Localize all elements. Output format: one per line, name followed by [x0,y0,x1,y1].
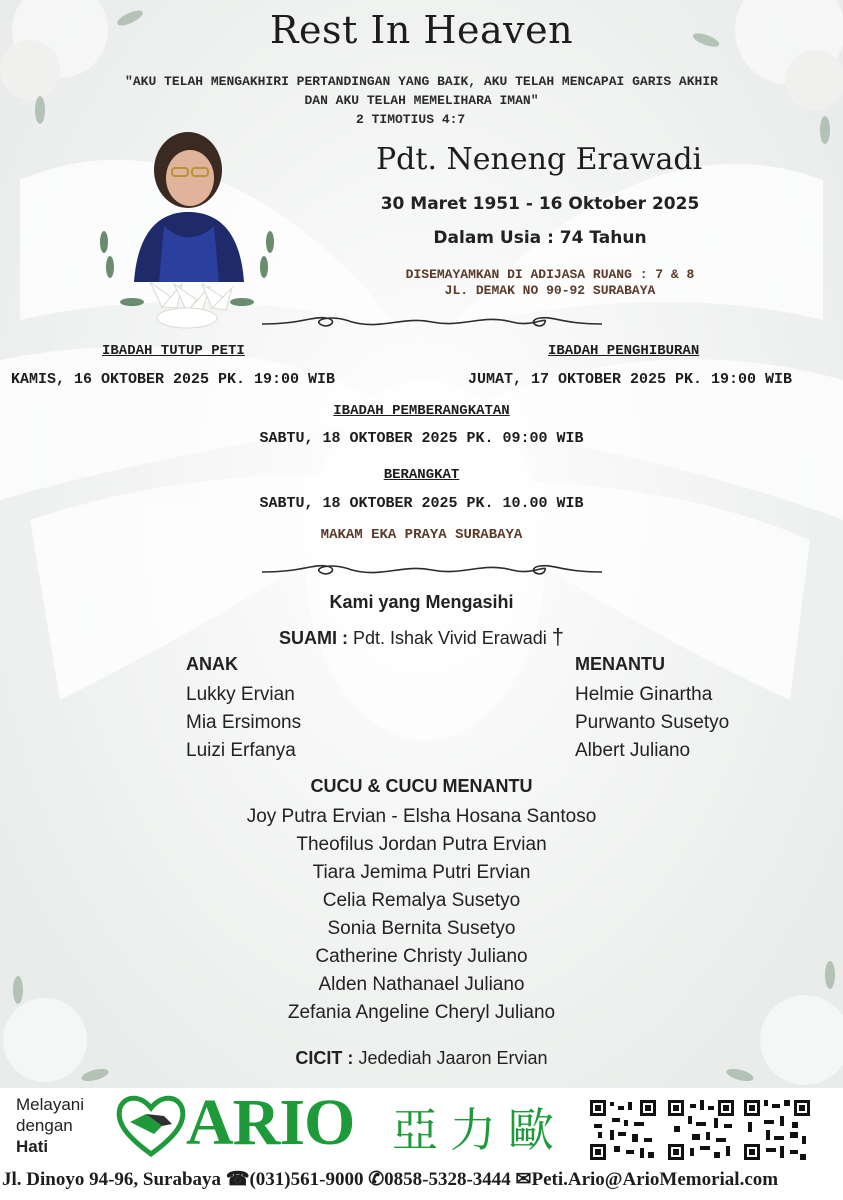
service-time-penghiburan: JUMAT, 17 OKTOBER 2025 PK. 19:00 WIB [468,371,793,388]
whatsapp-icon: ✆ [368,1169,385,1190]
great-grandchild-name: Jedediah Jaaron Ervian [358,1048,548,1068]
verse-line-1: "AKU TELAH MENGAKHIRI PERTANDINGAN YANG BAIK, AKU TELAH MENCAPAI GARIS AKHIR [125,74,718,89]
footer-phone[interactable]: (031)561-9000 [249,1169,364,1190]
list-item: Mia Ersimons [186,712,302,733]
list-item: Joy Putra Ervian - Elsha Hosana Santoso [246,806,597,827]
service-time-pemberangkatan: SABTU, 18 OKTOBER 2025 PK. 09:00 WIB [259,430,584,447]
list-item: Theofilus Jordan Putra Ervian [296,834,547,855]
in-laws-list [575,681,729,765]
in-laws-label: MENANTU [575,654,665,674]
list-item: Alden Nathanael Juliano [318,974,525,995]
ornament-divider-bottom [262,558,602,582]
brand-logo-chinese: 亞力歐 [392,1103,566,1157]
page-title: Rest In Heaven [269,8,574,52]
footer-address: Jl. Dinoyo 94-96, Surabaya [2,1169,222,1190]
footer-email[interactable]: Peti.Ario@ArioMemorial.com [531,1169,779,1190]
lily-wreath [92,212,282,334]
children-label: ANAK [186,654,238,674]
qr-code-1[interactable] [588,1098,658,1162]
grandchildren-label: CUCU & CUCU MENANTU [310,776,533,796]
service-title-penghiburan: IBADAH PENGHIBURAN [548,343,700,359]
service-time-tutup-peti: KAMIS, 16 OKTOBER 2025 PK. 19:00 WIB [11,371,336,388]
handshake-heart-icon [116,1092,186,1158]
ornament-divider-top [262,310,602,334]
service-title-pemberangkatan: IBADAH PEMBERANGKATAN [333,403,510,419]
tagline-line-1: Melayani [16,1095,85,1114]
great-grandchild-line [0,1048,843,1069]
list-item: Purwanto Susetyo [575,712,730,733]
husband-name: Pdt. Ishak Vivid Erawadi [352,628,547,648]
list-item: Celia Remalya Susetyo [322,890,521,911]
lying-in-state [360,267,740,299]
deceased-name: Pdt. Neneng Erawadi [376,142,703,177]
burial-place: MAKAM EKA PRAYA SURABAYA [320,527,523,543]
cross-icon: † [551,624,565,649]
age-at-death: Dalam Usia : 74 Tahun [433,228,647,248]
tagline-line-3: Hati [16,1137,49,1156]
service-title-tutup-peti: IBADAH TUTUP PETI [102,343,245,359]
list-item: Zefania Angeline Cheryl Juliano [287,1002,556,1023]
mail-icon: ✉ [515,1169,532,1190]
children-list [186,681,301,765]
footer-whatsapp[interactable]: 0858-5328-3444 [384,1169,511,1190]
service-title-berangkat: BERANGKAT [383,467,460,483]
great-grandchild-label: CICIT : [295,1048,354,1068]
list-item: Luizi Erfanya [186,740,296,761]
footer-contact-line [2,1168,842,1191]
list-item: Catherine Christy Juliano [315,946,528,967]
husband-label: SUAMI : [278,628,348,648]
husband-line [0,624,843,650]
life-dates: 30 Maret 1951 - 16 Oktober 2025 [380,194,700,214]
service-time-berangkat: SABTU, 18 OKTOBER 2025 PK. 10.00 WIB [259,495,584,512]
bible-verse [0,72,843,110]
phone-icon: ☎ [225,1169,250,1190]
tagline-line-2: dengan [16,1116,73,1135]
grandchildren-list [0,803,843,1027]
list-item: Lukky Ervian [186,684,295,705]
qr-code-3[interactable] [742,1098,812,1162]
lying-location: DISEMAYAMKAN DI ADIJASA RUANG : 7 & 8 [405,267,695,282]
list-item: Helmie Ginartha [575,684,713,705]
verse-line-2: DAN AKU TELAH MEMELIHARA IMAN" [304,93,539,108]
brand-logo-text: ARIO [186,1086,355,1159]
list-item: Sonia Bernita Susetyo [327,918,516,939]
qr-code-2[interactable] [666,1098,736,1162]
list-item: Tiara Jemima Putri Ervian [312,862,531,883]
verse-reference: 2 TIMOTIUS 4:7 [356,112,466,127]
list-item: Albert Juliano [575,740,691,761]
family-heading: Kami yang Mengasihi [329,592,514,612]
lying-address: JL. DEMAK NO 90-92 SURABAYA [444,283,656,298]
footer-tagline [16,1094,84,1157]
